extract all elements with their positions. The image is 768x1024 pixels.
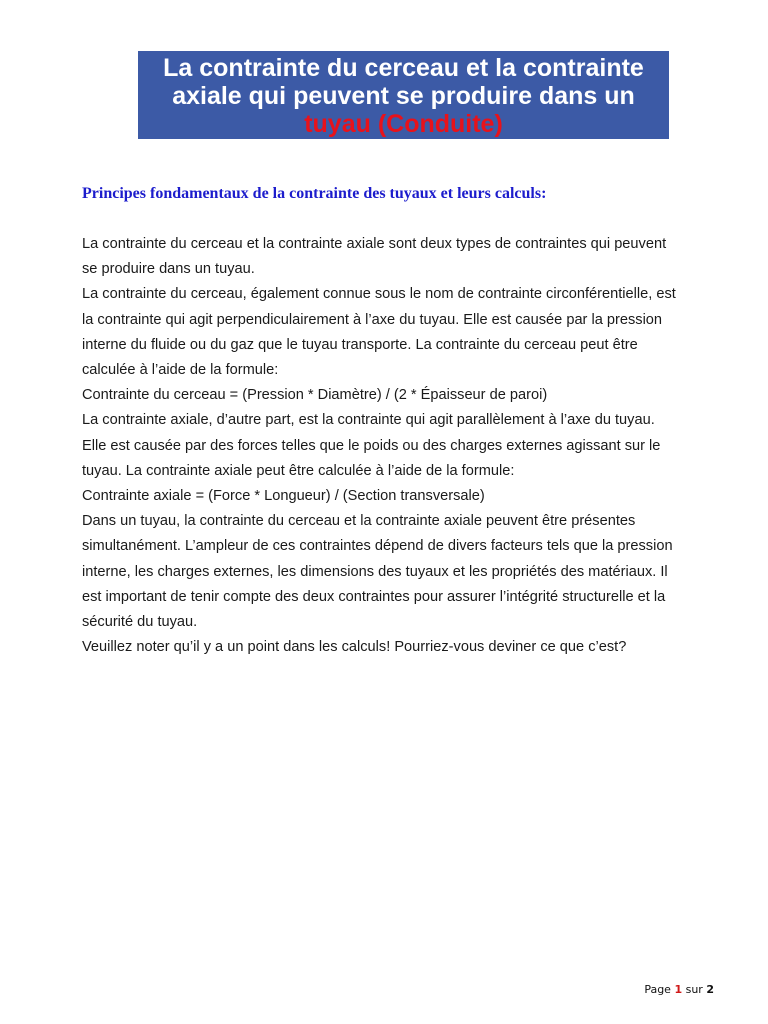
total-pages-number: 2 (706, 983, 714, 996)
section-heading: Principes fondamentaux de la contrainte des tuyaux et leurs calculs: (82, 185, 547, 202)
title-line-2: axiale qui peuvent se produire dans un (172, 82, 635, 110)
body-line: Dans un tuyau, la contrainte du cerceau et la contrainte axiale peuvent être présentes (82, 513, 636, 530)
body-line: La contrainte du cerceau, également connue sous le nom de contrainte circonférentielle, est (82, 286, 676, 303)
page-label: Page (644, 983, 671, 996)
body-line: simultanément. L’ampleur de ces contraintes dépend de divers facteurs tels que la pression (82, 538, 673, 555)
axial-stress-formula: Contrainte axiale = (Force * Longueur) / (Section transversale) (82, 488, 485, 505)
title-accent-line: tuyau (Conduite) (304, 110, 503, 138)
body-line: La contrainte axiale, d’autre part, est la contrainte qui agit parallèlement à l’axe du tuyau. (82, 412, 655, 429)
title-banner (138, 51, 669, 139)
body-line: est important de tenir compte des deux contraintes pour assurer l’intégrité structurelle et la (82, 588, 666, 605)
title-line-1: La contrainte du cerceau et la contrainte (163, 54, 644, 82)
current-page-number: 1 (674, 983, 683, 996)
of-label: sur (685, 983, 703, 996)
body-line: interne du fluide ou du gaz que le tuyau transporte. La contrainte du cerceau peut être (82, 336, 638, 353)
body-line: tuyau. La contrainte axiale peut être calculée à l’aide de la formule: (82, 462, 515, 479)
body-line: la contrainte qui agit perpendiculairement à l’axe du tuyau. Elle est causée par la pression (82, 311, 663, 328)
body-text (82, 232, 722, 660)
body-line: interne, les charges externes, les dimensions des tuyaux et les propriétés des matériaux. Il (82, 563, 668, 580)
body-line: calculée à l’aide de la formule: (82, 362, 279, 379)
page-number-footer (644, 982, 714, 998)
body-line: Elle est causée par des forces telles que le poids ou des charges externes agissant sur le (82, 437, 661, 454)
body-line: La contrainte du cerceau et la contrainte axiale sont deux types de contraintes qui peuvent (82, 236, 667, 252)
body-line: Veuillez noter qu’il y a un point dans les calculs! Pourriez-vous deviner ce que c’est? (82, 639, 627, 656)
body-line: sécurité du tuyau. (82, 614, 198, 631)
body-line: se produire dans un tuyau. (82, 261, 255, 278)
hoop-stress-formula: Contrainte du cerceau = (Pression * Diamètre) / (2 * Épaisseur de paroi) (82, 387, 548, 404)
